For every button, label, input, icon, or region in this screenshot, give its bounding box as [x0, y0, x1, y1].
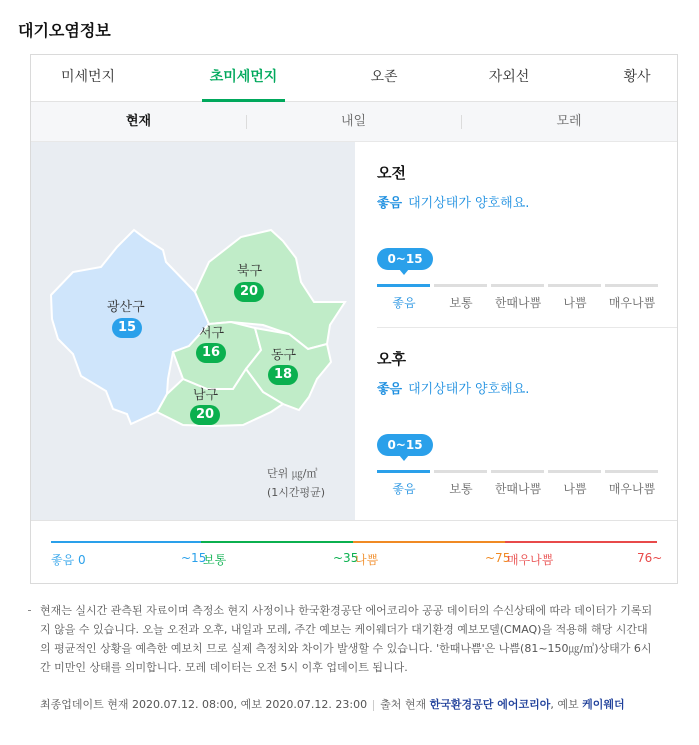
legend-bar-good — [51, 541, 201, 543]
tab-uv[interactable]: 자외선 — [488, 69, 530, 85]
scale-label: 보통 — [449, 296, 473, 310]
district-value-buk[interactable]: 20 — [234, 282, 264, 302]
am-status-label: 좋음 — [377, 196, 403, 211]
scale-label: 한때나쁨 — [494, 482, 542, 496]
scale-label: 나쁨 — [563, 296, 587, 310]
scale-label: 좋음 — [392, 296, 416, 310]
district-label-gwangsan: 광산구 — [107, 300, 145, 315]
meta-divider — [373, 700, 374, 711]
scale-segment-normal — [434, 284, 487, 287]
legend-bar-normal — [201, 541, 353, 543]
update-meta — [40, 695, 660, 714]
subtab-now[interactable]: 현재 — [125, 114, 152, 129]
update-time: 최종업데이트 현재 2020.07.12. 08:00, 예보 2020.07.12. 23:00 — [40, 698, 368, 711]
legend-good: 좋음 0 — [51, 553, 86, 567]
scale-segment-very-bad — [605, 470, 658, 473]
am-status — [377, 192, 659, 211]
scale-label: 보통 — [449, 482, 473, 496]
forecast-am — [377, 162, 659, 310]
air-quality-card — [30, 54, 678, 584]
scale-segment-normal — [434, 470, 487, 473]
am-scale — [377, 248, 659, 318]
legend-bar-bad — [353, 541, 505, 543]
am-title: 오전 — [377, 164, 406, 182]
district-value-seo[interactable]: 16 — [196, 343, 226, 363]
pm-title: 오후 — [377, 350, 406, 368]
tab-fine-dust[interactable]: 미세먼지 — [60, 69, 116, 85]
tab-ozone[interactable]: 오존 — [370, 69, 398, 85]
am-range-bubble: 0~15 — [377, 248, 433, 270]
source-prefix: 출처 현재 — [380, 698, 427, 711]
pm-status-desc: 대기상태가 양호해요. — [408, 382, 530, 397]
source-kweather-link[interactable]: 케이웨더 — [582, 698, 625, 711]
subtab-tomorrow[interactable]: 내일 — [340, 114, 367, 129]
subtab-day-after[interactable]: 모레 — [556, 114, 582, 129]
district-label-seo: 서구 — [199, 326, 225, 341]
level-legend — [31, 520, 677, 584]
district-label-buk: 북구 — [237, 264, 263, 279]
pm-status — [377, 378, 659, 397]
district-map — [31, 142, 355, 520]
forecast-pm — [377, 348, 659, 496]
day-subtabs — [31, 102, 677, 142]
pm-scale — [377, 434, 659, 504]
scale-label: 매우나쁨 — [608, 482, 656, 496]
legend-bad: 나쁨 — [355, 553, 379, 567]
am-status-desc: 대기상태가 양호해요. — [408, 196, 530, 211]
district-label-nam: 남구 — [193, 388, 219, 403]
scale-label: 한때나쁨 — [494, 296, 542, 310]
legend-bar-very-bad — [505, 541, 657, 543]
scale-segment-temp-bad — [491, 470, 544, 473]
scale-segment-bad — [548, 284, 601, 287]
scale-label: 매우나쁨 — [608, 296, 656, 310]
tab-yellow-dust[interactable]: 황사 — [623, 69, 651, 85]
scale-segment-good — [377, 284, 430, 287]
district-label-dong: 동구 — [271, 348, 297, 363]
scale-segment-very-bad — [605, 284, 658, 287]
unit-label: 단위 ㎍/㎥ — [267, 467, 318, 480]
legend-very-bad-range: ~75 — [485, 551, 511, 565]
legend-normal-range: ~15 — [181, 551, 207, 565]
pm-status-label: 좋음 — [377, 382, 403, 397]
unit-note: (1시간평균) — [267, 486, 326, 499]
scale-segment-good — [377, 470, 430, 473]
pm-range-bubble: 0~15 — [377, 434, 433, 456]
scale-label: 좋음 — [392, 482, 416, 496]
scale-segment-temp-bad — [491, 284, 544, 287]
district-value-gwangsan[interactable]: 15 — [112, 318, 142, 338]
scale-segment-bad — [548, 470, 601, 473]
legend-bad-range: ~35 — [333, 551, 359, 565]
district-value-dong[interactable]: 18 — [268, 365, 298, 385]
legend-very-bad: 매우나쁨 — [507, 553, 554, 567]
scale-label: 나쁨 — [563, 482, 587, 496]
legend-max: 76~ — [637, 551, 663, 565]
pollutant-tabs — [31, 55, 677, 102]
legend-normal: 보통 — [203, 553, 227, 567]
district-value-nam[interactable]: 20 — [190, 405, 220, 425]
map-unit — [267, 464, 325, 502]
period-divider — [377, 327, 677, 328]
forecast-panel — [355, 142, 677, 520]
source-middle: , 예보 — [550, 698, 579, 711]
tab-ultrafine-dust[interactable]: 초미세먼지 — [202, 55, 285, 102]
page-title: 대기오염정보 — [18, 21, 111, 40]
data-notice: 현재는 실시간 관측된 자료이며 측정소 현지 사정이나 한국환경공단 에어코리아 공공 데이터의 수신상태에 따라 데이터가 기록되지 않을 수 있습니다. 오늘 오전과 오후, 내일과 모레, 주간 예보는 케이웨더가 대기환경 예보모델(CMAQ)을 적용해 해당 시간대의 평균적인 상황을 예측한 예보치 므로 실제 측정치와 차이가 발생할 수 있습니다. '한때나쁨'은 나쁨(81~150㎍/㎥)상태가 6시간 미만인 상태를 의미합니다. 모레 데이터는 오전 5시 이후 업데이트 됩니다. — [40, 601, 654, 677]
source-airkorea-link[interactable]: 한국환경공단 에어코리아 — [429, 698, 551, 711]
